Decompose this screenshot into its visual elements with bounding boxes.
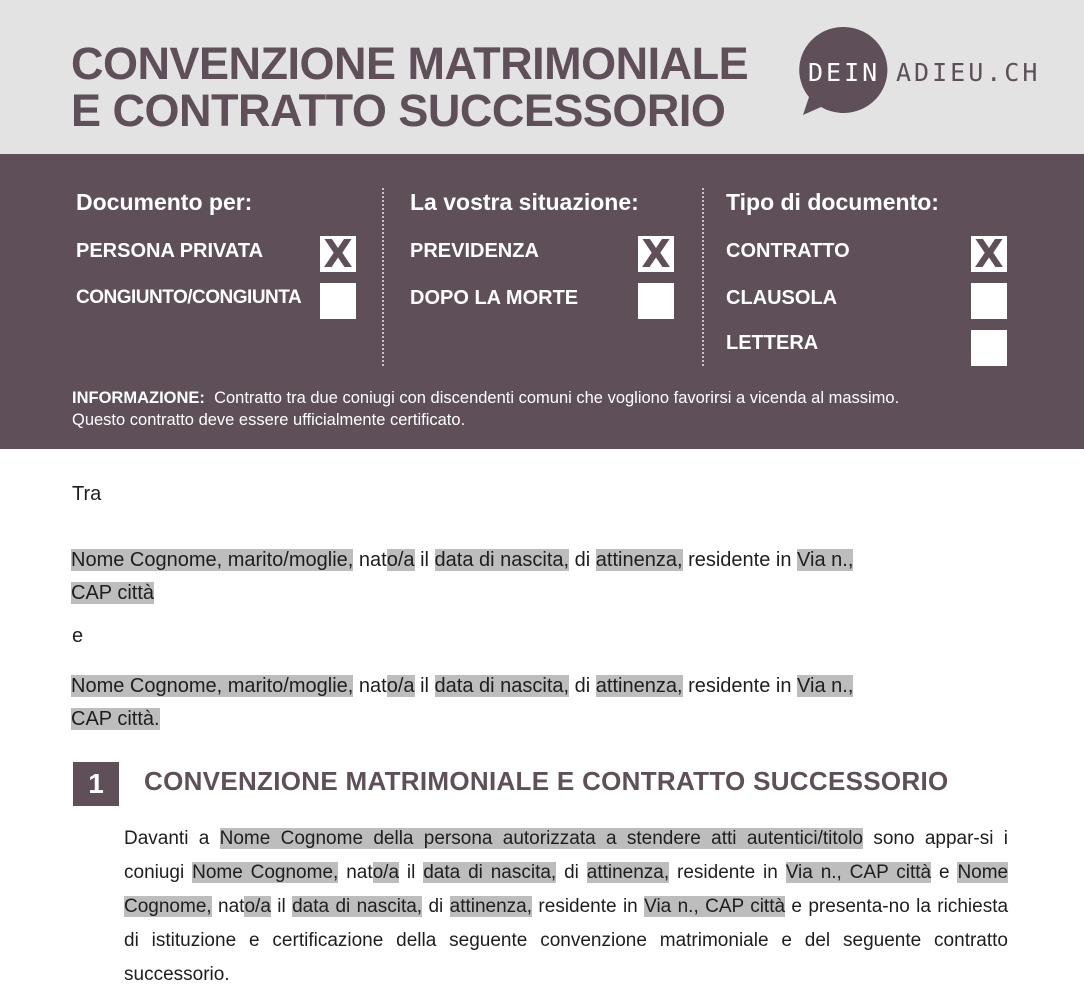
field-gender[interactable]: o/a — [386, 675, 415, 697]
title-line-2: E CONTRATTO SUCCESSORIO — [71, 85, 726, 136]
option-label: PERSONA PRIVATA — [76, 240, 264, 262]
logo-text-adieu: ADIEU.CH — [896, 58, 1041, 87]
field-street[interactable]: Via n., — [797, 675, 854, 697]
text: il — [420, 549, 429, 571]
field-citizenship[interactable]: attinenza, — [449, 896, 533, 917]
text: di — [574, 675, 591, 697]
logo-text-dein: DEIN — [808, 58, 881, 87]
option-label: CLAUSOLA — [726, 287, 838, 309]
text: residente in — [688, 549, 792, 571]
text: di — [564, 862, 579, 883]
field-name[interactable]: Nome Cognome, marito/moglie, — [71, 675, 354, 697]
field-address[interactable]: Via n., CAP città — [785, 862, 932, 883]
text-tra: Tra — [72, 483, 102, 505]
field-gender[interactable]: o/a — [372, 862, 400, 883]
field-address[interactable]: Via n., CAP città — [644, 896, 786, 917]
document-options-panel — [0, 154, 1084, 449]
header-banner — [0, 0, 1084, 154]
text: sono appar-si i coniugi — [124, 828, 1009, 883]
field-citizenship[interactable]: attinenza, — [595, 549, 683, 571]
field-name[interactable]: Nome Cognome, — [192, 862, 339, 883]
option-label: PREVIDENZA — [410, 240, 539, 262]
text: nat — [346, 862, 373, 883]
column-divider — [382, 188, 384, 366]
info-text-line-2: Questo contratto deve essere ufficialmente certificato. — [72, 411, 466, 429]
text: Davanti a — [124, 828, 210, 849]
field-notary[interactable]: Nome Cognome della persona autorizzata a stendere atti autentici/titolo — [219, 828, 863, 849]
option-checkbox[interactable]: X — [638, 236, 674, 272]
field-dob[interactable]: data di nascita, — [292, 896, 423, 917]
party-1-paragraph — [71, 544, 1011, 610]
option-checkbox[interactable] — [320, 283, 356, 319]
option-label: CONGIUNTO/CONGIUNTA — [76, 287, 302, 308]
field-name[interactable]: Nome Cognome, marito/moglie, — [71, 549, 354, 571]
column-divider — [702, 188, 704, 366]
field-dob[interactable]: data di nascita, — [423, 862, 557, 883]
text: di — [428, 896, 444, 917]
option-label: CONTRATTO — [726, 240, 850, 262]
text: e — [938, 862, 950, 883]
option-checkbox[interactable] — [638, 283, 674, 319]
option-label: LETTERA — [726, 332, 819, 354]
text: e presenta-no la richiesta di istituzione e certificazione della seguente convenzione matrimoniale e del seguente contratto successorio. — [124, 896, 1009, 985]
text: di — [574, 549, 591, 571]
section-body — [124, 822, 1008, 992]
field-citizenship[interactable]: attinenza, — [595, 675, 683, 697]
party-2-paragraph — [71, 670, 1011, 736]
field-street[interactable]: Via n., — [797, 549, 854, 571]
text: residente in — [538, 896, 638, 917]
page-title — [71, 40, 748, 134]
text: nat — [358, 675, 387, 697]
option-checkbox[interactable]: X — [320, 236, 356, 272]
field-dob[interactable]: data di nascita, — [434, 549, 570, 571]
field-city[interactable]: CAP città. — [71, 708, 160, 730]
info-note — [72, 387, 1022, 431]
title-line-1: CONVENZIONE MATRIMONIALE — [71, 38, 749, 89]
column-heading-documento: Documento per: — [76, 189, 253, 215]
column-heading-tipo: Tipo di documento: — [726, 189, 939, 215]
section-title: CONVENZIONE MATRIMONIALE E CONTRATTO SUCCESSORIO — [144, 766, 949, 796]
field-gender[interactable]: o/a — [244, 896, 271, 917]
field-gender[interactable]: o/a — [386, 549, 415, 571]
option-checkbox[interactable] — [971, 283, 1007, 319]
field-name[interactable]: Nome Cognome, — [124, 862, 1009, 917]
field-city[interactable]: CAP città — [71, 582, 154, 604]
text: nat — [358, 549, 387, 571]
option-checkbox[interactable] — [971, 330, 1007, 366]
text: il — [406, 862, 416, 883]
option-label: DOPO LA MORTE — [410, 287, 579, 309]
column-heading-situazione: La vostra situazione: — [410, 189, 639, 215]
info-label: INFORMAZIONE: — [72, 389, 205, 407]
text: residente in — [688, 675, 792, 697]
text: il — [277, 896, 286, 917]
field-dob[interactable]: data di nascita, — [434, 675, 570, 697]
field-citizenship[interactable]: attinenza, — [586, 862, 670, 883]
option-checkbox[interactable]: X — [971, 236, 1007, 272]
section-number: 1 — [73, 762, 119, 806]
info-text-line-1: Contratto tra due coniugi con discendenti comuni che vogliono favorirsi a vicenda al massimo. — [214, 389, 900, 407]
text-e: e — [72, 625, 84, 647]
text: residente in — [677, 862, 778, 883]
text: nat — [218, 896, 245, 917]
text: il — [420, 675, 429, 697]
